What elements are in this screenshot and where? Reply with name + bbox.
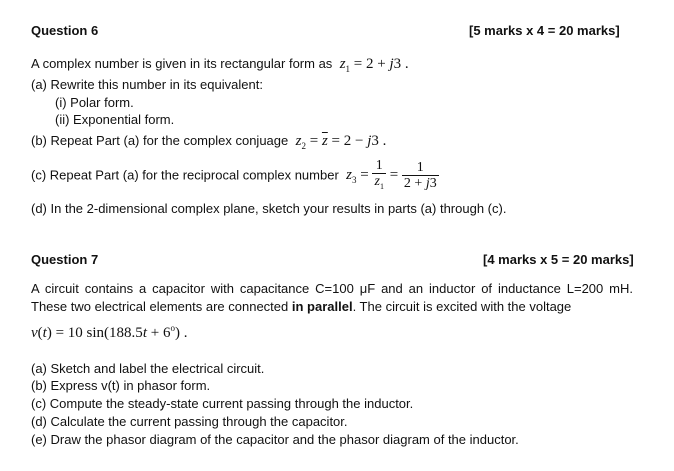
q7-para-1: A circuit contains a capacitor with capacitance C=100 μF and an inductor of inductance L=200 mH. These two electrical elements are connected (31, 281, 633, 314)
q7-voltage-equation: v(t) = 10 $\sin(188.5t + 6^o)$ . (31, 323, 188, 341)
q7-part-e: (e) Draw the phasor diagram of the capacitor and the phasor diagram of the inductor. (31, 432, 519, 447)
q6-part-a-ii: (ii) Exponential form. (55, 112, 175, 127)
q6-z3-equation: $z_3$ = $\frac{1}{z_1}$ = $\frac{1}{2 + j3}$ (346, 158, 437, 192)
q6-part-c-text: (c) Repeat Part (a) for the reciprocal complex number (31, 167, 339, 183)
q6-intro-text: A complex number is given in its rectangular form as (31, 56, 333, 71)
q7-part-a: (a) Sketch and label the electrical circuit. (31, 361, 265, 376)
q7-paragraph (31, 280, 633, 316)
q6-intro (31, 56, 409, 77)
q6-part-a-i: (i) Polar form. (55, 95, 134, 110)
q6-z1-equation: $z_1 = 2 + j3$ . (339, 56, 409, 74)
question-6-title: Question 6 (31, 23, 99, 38)
q6-part-d: (d) In the 2-dimensional complex plane, sketch your results in parts (a) through (c). (31, 201, 507, 216)
q7-para-2: . The circuit is excited with the voltage (352, 299, 572, 314)
q7-part-b: (b) Express v(t) in phasor form. (31, 378, 211, 393)
question-7-marks: [4 marks x 5 = 20 marks] (483, 252, 634, 267)
q6-part-c (31, 158, 439, 195)
q7-part-c: (c) Compute the steady-state current passing through the inductor. (31, 396, 414, 411)
question-7-title: Question 7 (31, 252, 99, 267)
q6-part-a: (a) Rewrite this number in its equivalent: (31, 77, 263, 92)
q7-para-bold: in parallel (291, 299, 353, 314)
q7-part-d: (d) Calculate the current passing through the capacitor. (31, 414, 348, 429)
q6-part-b-text: (b) Repeat Part (a) for the complex conjuage (31, 133, 289, 148)
question-6-marks: [5 marks x 4 = 20 marks] (469, 23, 620, 38)
q6-part-b (31, 133, 386, 154)
q6-z2-equation: $z_2 = \overline{z} = 2 - j3$ . (295, 133, 387, 151)
